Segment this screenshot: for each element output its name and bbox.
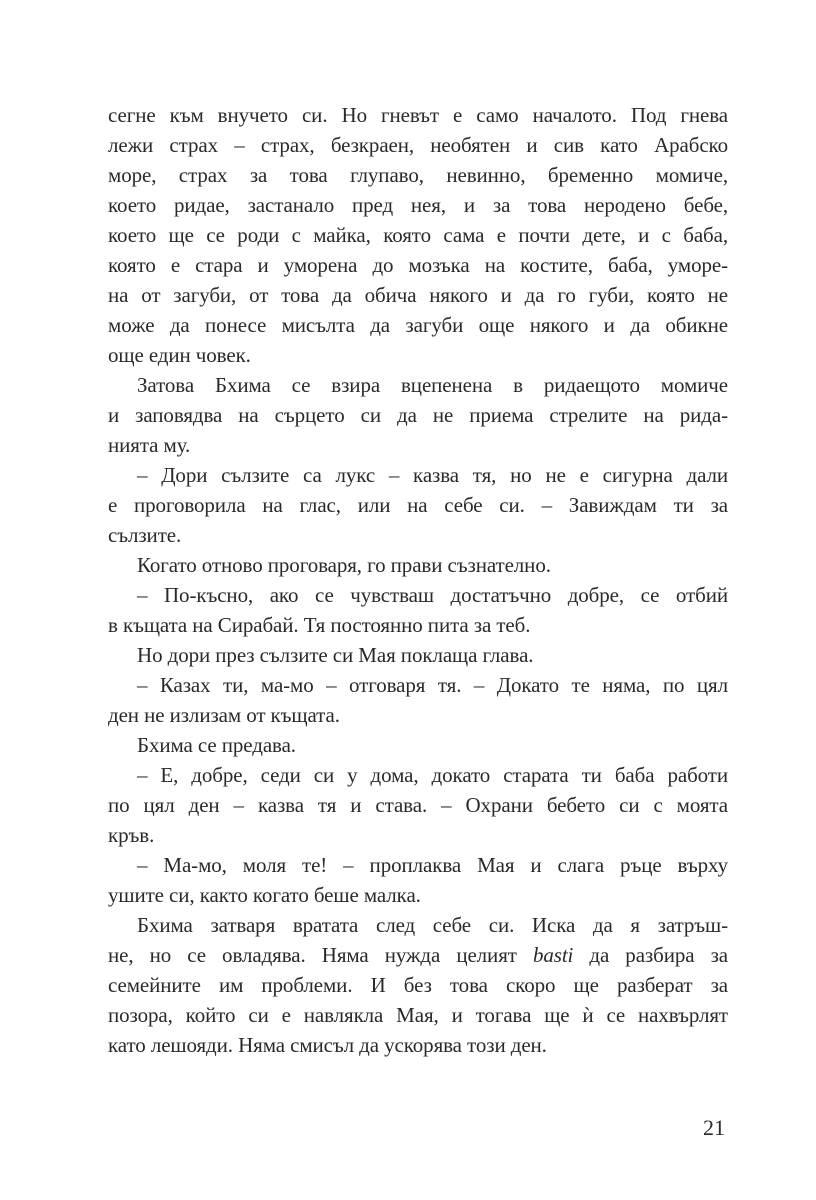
text-line: Но дори през сълзите си Мая поклаща глава. [137,643,534,667]
text-line: кръв. [108,823,155,847]
text-line: Бхима се предава. [137,733,296,757]
page-number: 21 [703,1115,725,1140]
text-line: в къщата на Сирабай. Тя постоянно пита за теб. [108,613,531,637]
text-line: море, страх за това глупаво, невинно, бременно момиче, [108,163,728,187]
text-line: което ще се роди с майка, която сама е почти дете, и с баба, [108,223,728,247]
text-line: Затова Бхима се взира вцепенена в ридаещото момиче [137,373,728,397]
text-line: ден не излизам от къщата. [108,703,340,727]
text-line: позора, който си е навлякла Мая, и тогава ще ѝ се нахвърлят [108,1003,728,1027]
text-line: по цял ден – казва тя и става. – Охрани бебето си с моята [108,793,728,817]
text-line: – Е, добре, седи си у дома, докато старата ти баба работи [137,763,728,787]
text-line: семейните им проблеми. И без това скоро ще разберат за [108,973,728,997]
page-text-block [108,100,728,1060]
text-line: – Казах ти, ма-мо – отговаря тя. – Докато те няма, по цял [137,673,728,697]
text-line: Когато отново проговаря, го прави съзнателно. [137,553,551,577]
text-line: не, но се овладява. Няма нужда целият basti да разбира за [108,943,728,967]
text-line: още един човек. [108,343,251,367]
text-line: е проговорила на глас, или на себе си. – Завиждам ти за [108,493,728,517]
text-line: – По-късно, ако се чувстваш достатъчно добре, се отбий [137,583,728,607]
text-line: – Ма-мо, моля те! – проплаква Мая и слага ръце върху [137,853,728,877]
text-line: сегне към внучето си. Но гневът е само началото. Под гнева [108,103,728,127]
text-line: която е стара и уморена до мозъка на костите, баба, уморе- [108,253,728,277]
text-line: нията му. [108,433,191,457]
text-line: Бхима затваря вратата след себе си. Иска да я затръш- [137,913,728,937]
text-line: лежи страх – страх, безкраен, необятен и сив като Арабско [108,133,728,157]
text-line: което ридае, застанало пред нея, и за това неродено бебе, [108,193,728,217]
text-line: като лешояди. Няма смисъл да ускорява този ден. [108,1033,547,1057]
text-line: – Дори сълзите са лукс – казва тя, но не е сигурна дали [137,463,728,487]
text-line: може да понесе мисълта да загуби още някого и да обикне [108,313,728,337]
text-line: ушите си, както когато беше малка. [108,883,421,907]
text-line: сълзите. [108,523,182,547]
text-line: на от загуби, от това да обича някого и да го губи, която не [108,283,728,307]
text-line: и заповядва на сърцето си да не приема стрелите на рида- [108,403,728,427]
